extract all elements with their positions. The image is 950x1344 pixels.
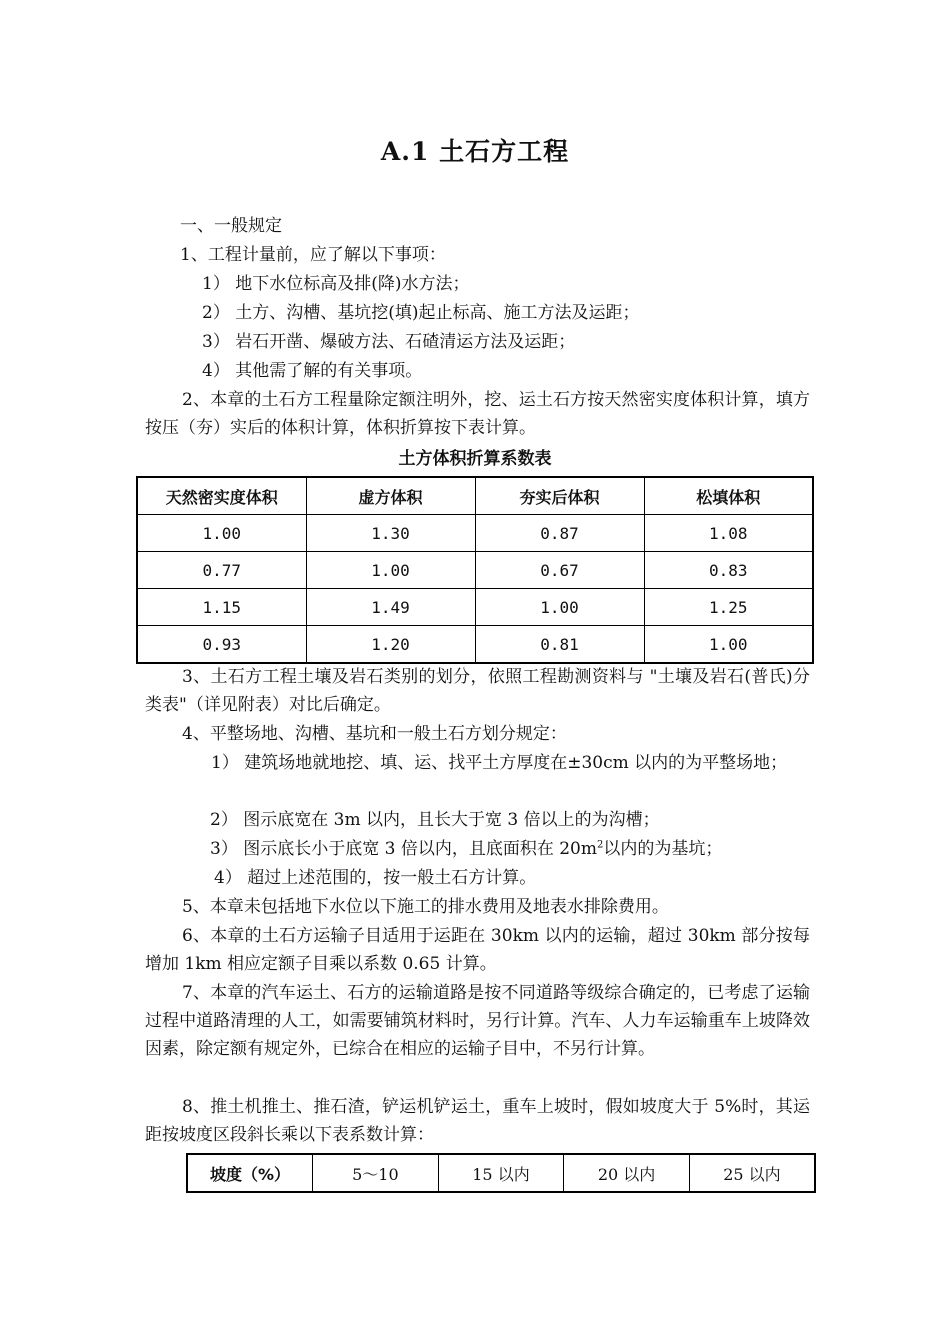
slope-coefficient-table (186, 1153, 816, 1193)
table-row (137, 626, 813, 664)
table-row (137, 515, 813, 552)
table-cell: 1.15 (137, 589, 306, 626)
sub-item-4: 4） 其他需了解的有关事项。 (202, 361, 423, 381)
volume-conversion-table (136, 476, 814, 664)
table-cell: 5～10 (313, 1154, 439, 1192)
table-cell: 15 以内 (438, 1154, 564, 1192)
paragraph-item-5: 5、本章未包括地下水位以下施工的排水费用及地表水排除费用。 (182, 897, 669, 917)
header-compacted-volume: 夯实后体积 (475, 477, 644, 515)
sub-item-4-2: 2） 图示底宽在 3m 以内，且长大于宽 3 倍以上的为沟槽； (210, 810, 660, 830)
table-cell: 1.25 (644, 589, 813, 626)
sub-item-4-3-text: 3） 图示底长小于底宽 3 倍以内，且底面积在 20m (210, 839, 597, 859)
table-cell: 1.00 (306, 552, 475, 589)
paragraph-item-2: 2、本章的土石方工程量除定额注明外，挖、运土石方按天然密实度体积计算，填方按压（夯）实后的体积计算，体积折算按下表计算。 (145, 390, 810, 438)
header-loose-volume: 虚方体积 (306, 477, 475, 515)
table-cell: 20 以内 (564, 1154, 690, 1192)
paragraph-item-4: 4、平整场地、沟槽、基坑和一般土石方划分规定： (182, 724, 567, 744)
table-row (187, 1154, 815, 1192)
section-heading-general: 一、一般规定 (180, 216, 282, 236)
table-cell: 0.77 (137, 552, 306, 589)
paragraph-item-6: 6、本章的土石方运输子目适用于运距在 30km 以内的运输，超过 30km 部分按每增加 1km 相应定额子目乘以系数 0.65 计算。 (145, 926, 810, 974)
table-cell: 1.08 (644, 515, 813, 552)
table-cell: 1.20 (306, 626, 475, 664)
table-cell: 0.81 (475, 626, 644, 664)
superscript-two: 2 (597, 839, 604, 851)
table-row (137, 589, 813, 626)
sub-item-4-3-text-end: 以内的为基坑； (603, 839, 723, 859)
page-title: A.1 土石方工程 (380, 137, 570, 166)
sub-item-1: 1） 地下水位标高及排(降)水方法； (202, 274, 470, 294)
paragraph-item-1: 1、工程计量前，应了解以下事项： (180, 245, 446, 265)
sub-item-2: 2） 土方、沟槽、基坑挖(填)起止标高、施工方法及运距； (202, 303, 640, 323)
table-caption: 土方体积折算系数表 (398, 449, 552, 469)
header-loose-fill-volume: 松填体积 (644, 477, 813, 515)
table-cell: 1.00 (644, 626, 813, 664)
sub-item-4-3 (210, 835, 875, 864)
paragraph-item-8: 8、推土机推土、推石渣，铲运机铲运土，重车上坡时，假如坡度大于 5%时，其运距按坡度区段斜长乘以下表系数计算： (145, 1097, 810, 1145)
table-row (137, 552, 813, 589)
sub-item-4-4: 4） 超过上述范围的，按一般土石方计算。 (214, 868, 537, 888)
table-cell: 0.67 (475, 552, 644, 589)
paragraph-item-7: 7、本章的汽车运土、石方的运输道路是按不同道路等级综合确定的，已考虑了运输过程中道路清理的人工，如需要铺筑材料时，另行计算。汽车、人力车运输重车上坡降效因素，除定额有规定外，已综合在相应的运输子目中，不另行计算。 (145, 983, 810, 1059)
table-cell: 1.00 (137, 515, 306, 552)
table-cell: 1.30 (306, 515, 475, 552)
table-cell: 1.00 (475, 589, 644, 626)
sub-item-4-1: 1） 建筑场地就地挖、填、运、找平土方厚度在±30cm 以内的为平整场地； (211, 753, 788, 773)
sub-item-3: 3） 岩石开凿、爆破方法、石碴清运方法及运距； (202, 332, 576, 352)
header-natural-volume: 天然密实度体积 (137, 477, 306, 515)
slope-header: 坡度（%） (187, 1154, 313, 1192)
table-cell: 0.93 (137, 626, 306, 664)
table-header-row (137, 477, 813, 515)
table-cell: 1.49 (306, 589, 475, 626)
table-cell: 0.83 (644, 552, 813, 589)
paragraph-item-3: 3、土石方工程土壤及岩石类别的划分，依照工程勘测资料与 "土壤及岩石(普氏)分类表"（详见附表）对比后确定。 (145, 667, 810, 715)
table-cell: 25 以内 (689, 1154, 815, 1192)
table-cell: 0.87 (475, 515, 644, 552)
